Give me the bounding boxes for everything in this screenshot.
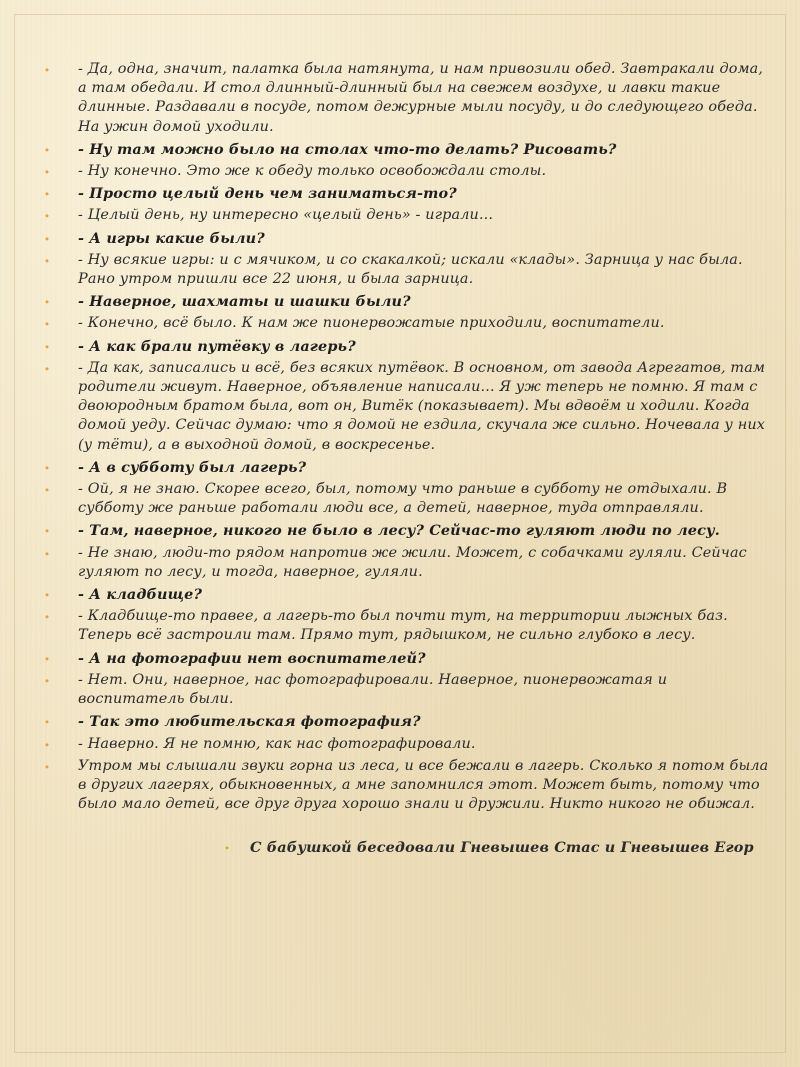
- paragraph-text: - Так это любительская фотография?: [78, 713, 421, 731]
- closing-paragraph: [40, 757, 772, 815]
- question-paragraph: [40, 184, 772, 203]
- paragraph-text: - Целый день, ну интересно «целый день» - играли...: [78, 207, 494, 224]
- paragraph-text: - А на фотографии нет воспитателей?: [78, 649, 426, 667]
- question-paragraph: [40, 712, 772, 731]
- question-paragraph: [40, 292, 772, 311]
- answer-paragraph: [40, 314, 772, 333]
- bullet-icon: ⬩: [44, 610, 50, 624]
- bullet-icon: ⬩: [44, 737, 50, 751]
- paragraph-text: - Ну всякие игры: и с мячиком, и со скакалкой; искали «клады». Зарница у нас была. Рано утром пришли все 22 июня, и была зарница.: [78, 251, 743, 288]
- paragraph-text: - А кладбище?: [78, 586, 203, 604]
- answer-paragraph: [40, 251, 772, 289]
- bullet-icon: ⬩: [224, 841, 230, 855]
- paragraph-text: - Ну конечно. Это же к обеду только освобождали столы.: [78, 163, 547, 180]
- paragraph-text: - Ну там можно было на столах что-то делать? Рисовать?: [78, 140, 617, 158]
- bullet-icon: ⬩: [44, 483, 50, 497]
- signature: [40, 838, 772, 857]
- paragraph-text: - Наверно. Я не помню, как нас фотографировали.: [78, 735, 476, 752]
- bullet-icon: ⬩: [44, 546, 50, 560]
- interview-text: [40, 60, 772, 861]
- bullet-icon: ⬩: [44, 63, 50, 76]
- paragraph-text: - А игры какие были?: [78, 229, 265, 247]
- bullet-icon: ⬩: [44, 339, 50, 353]
- bullet-icon: ⬩: [44, 759, 50, 773]
- paragraph-text: - Нет. Они, наверное, нас фотографировали. Наверное, пионервожатая и воспитатель были.: [78, 671, 668, 708]
- paragraph-text: - Ой, я не знаю. Скорее всего, был, потому что раньше в субботу не отдыхали. В субботу же раньше работали люди все, а детей, наверное, туда отправляли.: [78, 481, 728, 517]
- question-paragraph: [40, 649, 772, 668]
- answer-paragraph: [40, 162, 772, 181]
- question-paragraph: [40, 229, 772, 248]
- paragraph-text: - Конечно, всё было. К нам же пионервожатые приходили, воспитатели.: [78, 315, 665, 332]
- paragraph-text: - А в субботу был лагерь?: [78, 458, 307, 476]
- paragraph-text: - Просто целый день чем заниматься-то?: [78, 185, 457, 203]
- bullet-icon: ⬩: [44, 588, 50, 602]
- bullet-icon: ⬩: [44, 187, 50, 201]
- bullet-icon: ⬩: [44, 209, 50, 223]
- question-paragraph: [40, 140, 772, 159]
- question-paragraph: [40, 585, 772, 604]
- paragraph-text: - Да как, записались и всё, без всяких путёвок. В основном, от завода Агрегатов, там родители живут. Наверное, объявление написали... Я уж теперь не помню. Я там с двоюродным братом была, вот он, Витёк (показывает). Мы вдвоём и ходили. Когда домой уеду. Сейчас думаю: что я домой не ездила, скучала же сильно. Ночевала у них (у тёти), а в выходной домой, в воскресенье.: [78, 359, 766, 453]
- answer-paragraph: [40, 60, 772, 137]
- signature-text: С бабушкой беседовали Гневышев Стас и Гневышев Егор: [250, 839, 754, 857]
- paragraph-text: - Да, одна, значит, палатка была натянута, и нам привозили обед. Завтракали дома, а там обедали. И стол длинный-длинный был на свежем воздухе, и лавки такие длинные. Раздавали в посуде, потом дежурные мыли посуду, и до следующего обеда. На ужин домой уходили.: [78, 61, 764, 135]
- answer-paragraph: [40, 607, 772, 645]
- bullet-icon: ⬩: [44, 165, 50, 179]
- paragraph-text: - Там, наверное, никого не было в лесу? Сейчас-то гуляют люди по лесу.: [78, 522, 720, 540]
- answer-paragraph: [40, 480, 772, 518]
- bullet-icon: ⬩: [44, 651, 50, 665]
- answer-paragraph: [40, 544, 772, 582]
- bullet-icon: ⬩: [44, 142, 50, 156]
- answer-paragraph: [40, 359, 772, 455]
- bullet-icon: ⬩: [44, 673, 50, 687]
- paragraph-text: - Кладбище-то правее, а лагерь-то был почти тут, на территории лыжных баз. Теперь всё застроили там. Прямо тут, рядышком, не сильно глубоко в лесу.: [78, 608, 728, 644]
- bullet-icon: ⬩: [44, 295, 50, 309]
- question-paragraph: [40, 458, 772, 477]
- paragraph-text: - А как брали путёвку в лагерь?: [78, 337, 356, 355]
- question-paragraph: [40, 521, 772, 540]
- bullet-icon: ⬩: [44, 317, 50, 331]
- paragraph-text: - Не знаю, люди-то рядом напротив же жили. Может, с собачками гуляли. Сейчас гуляют по лесу, и тогда, наверное, гуляли.: [78, 544, 747, 580]
- answer-paragraph: [40, 735, 772, 754]
- paragraph-text: - Наверное, шахматы и шашки были?: [78, 293, 411, 311]
- question-paragraph: [40, 337, 772, 356]
- bullet-icon: ⬩: [44, 361, 50, 375]
- answer-paragraph: [40, 671, 772, 709]
- bullet-icon: ⬩: [44, 253, 50, 267]
- bullet-icon: ⬩: [44, 231, 50, 245]
- bullet-icon: ⬩: [44, 460, 50, 474]
- answer-paragraph: [40, 206, 772, 225]
- bullet-icon: ⬩: [44, 715, 50, 729]
- bullet-icon: ⬩: [44, 524, 50, 538]
- paragraph-text: Утром мы слышали звуки горна из леса, и все бежали в лагерь. Сколько я потом была в других лагерях, обыкновенных, а мне запомнился этот. Может быть, потому что было мало детей, все друг друга хорошо знали и дружили. Никто никого не обижал.: [78, 757, 769, 813]
